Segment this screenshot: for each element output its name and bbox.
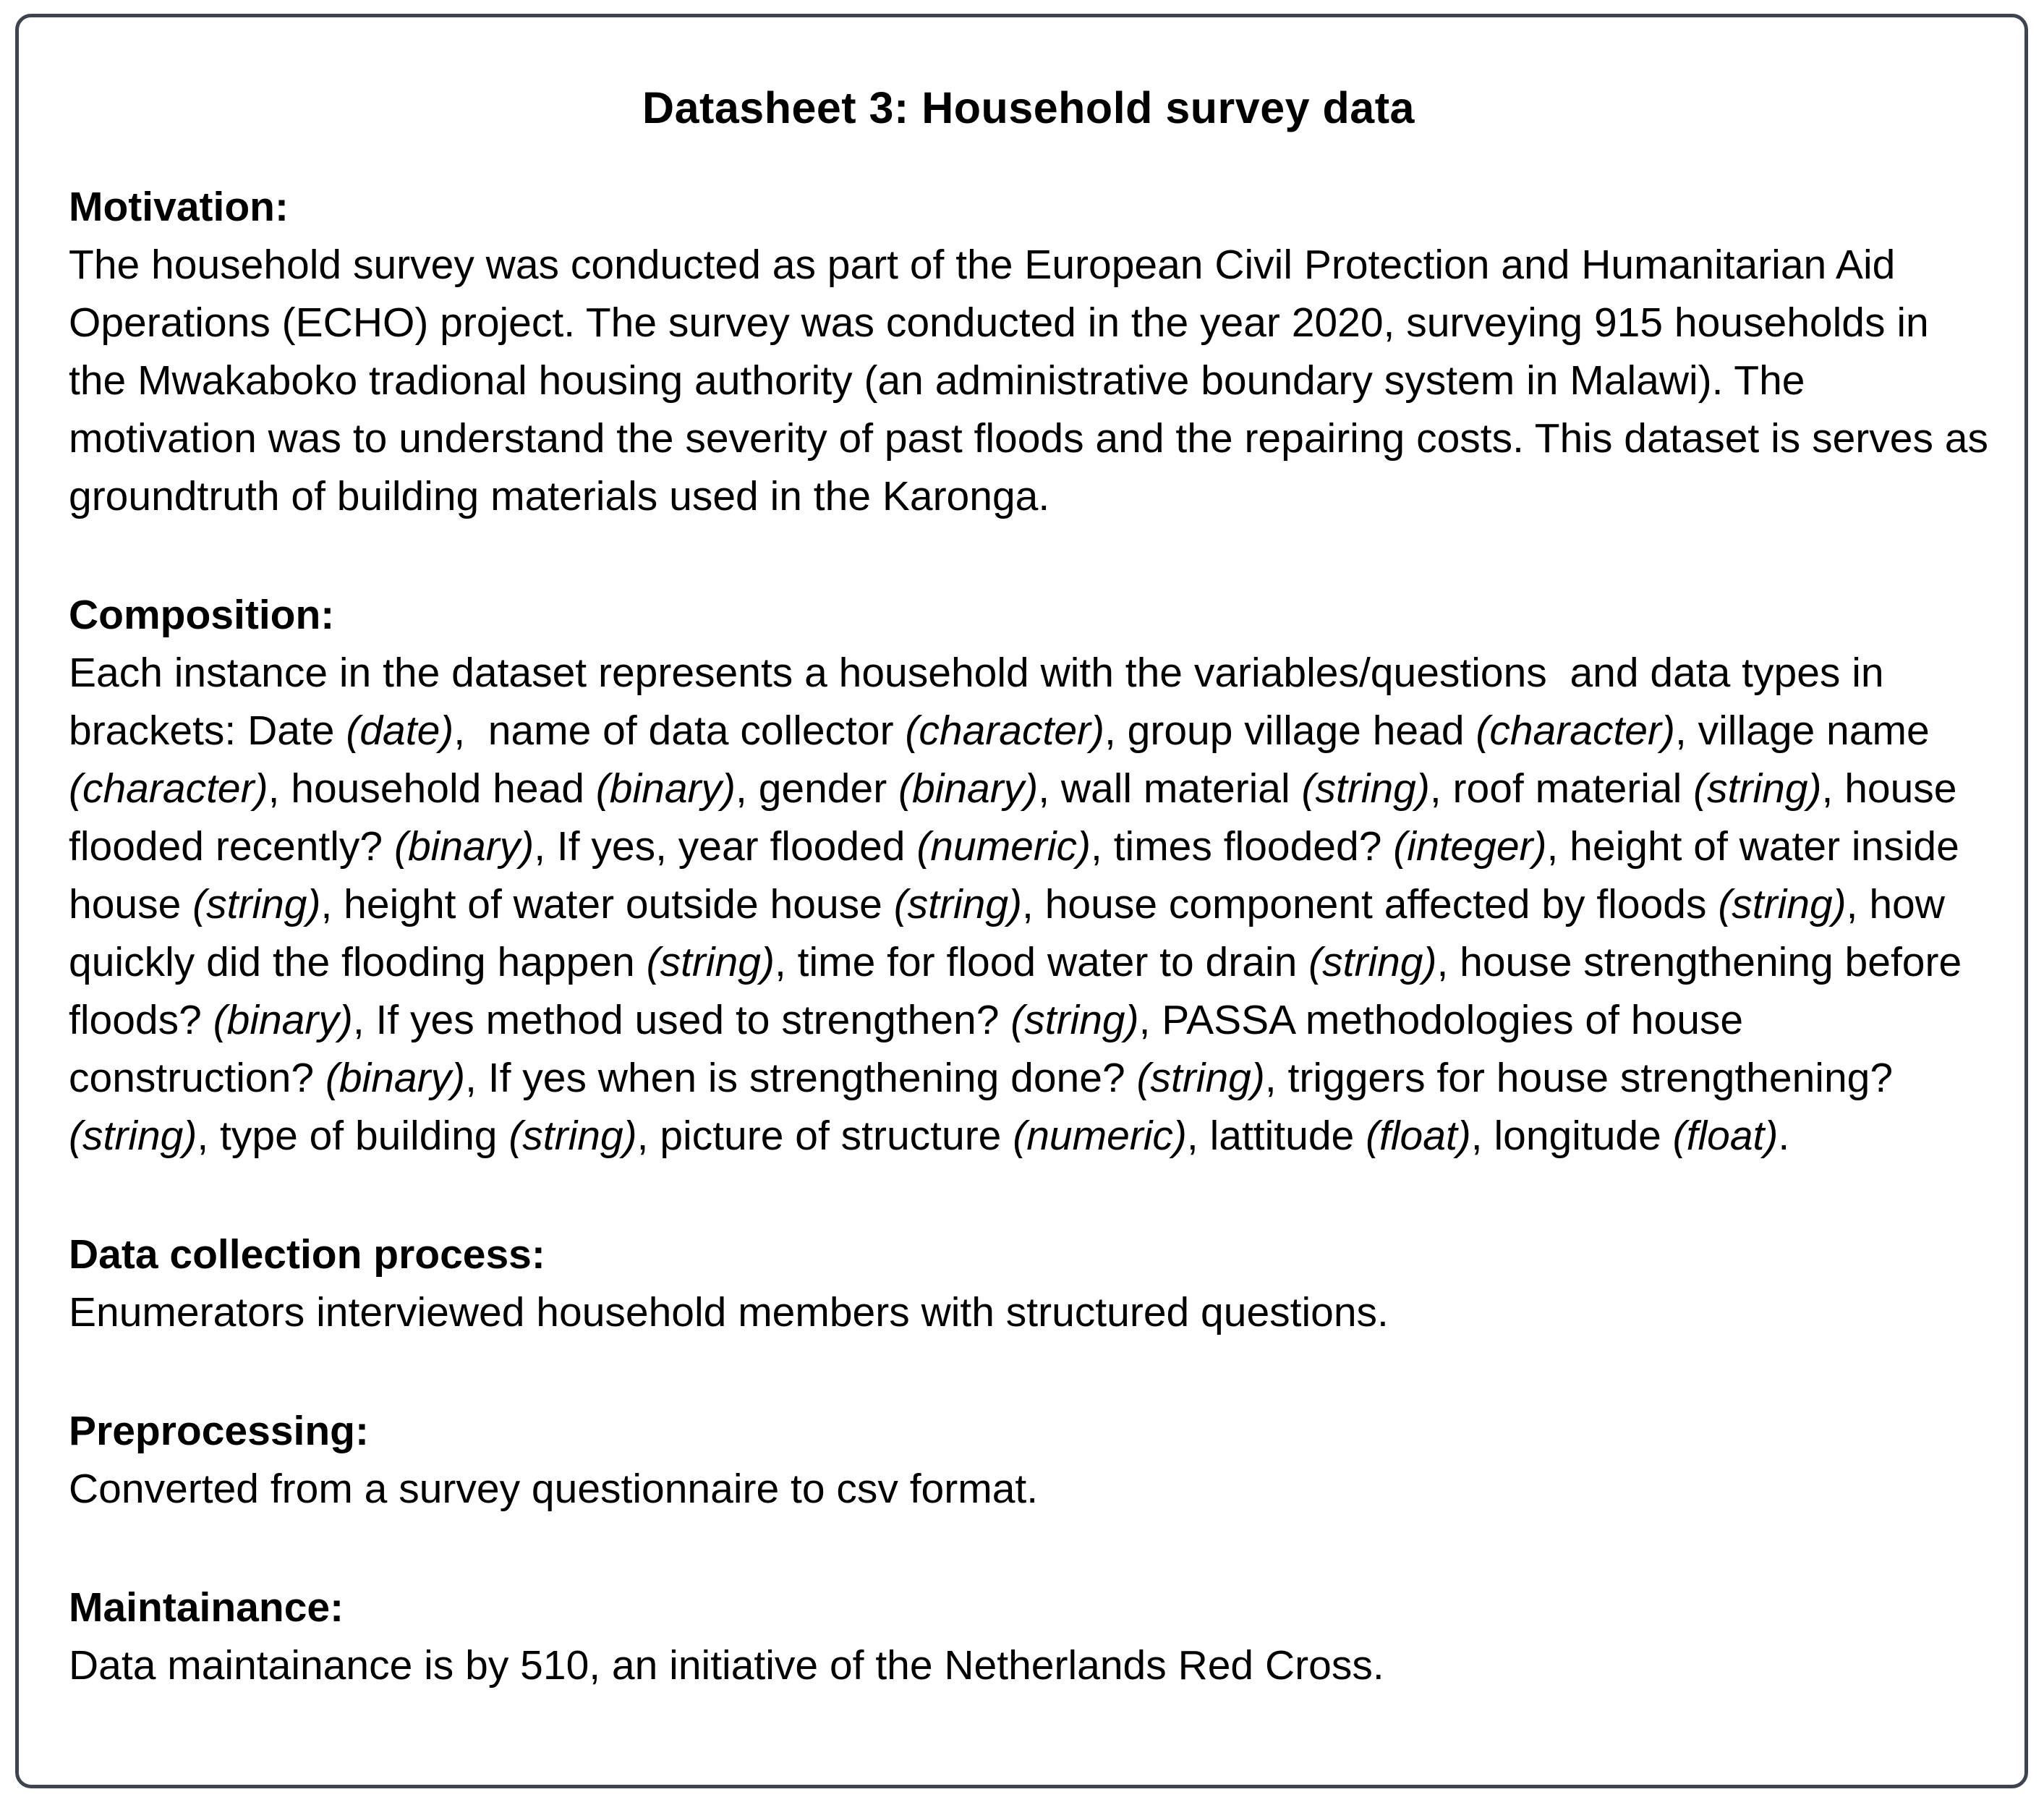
section-motivation (69, 178, 2000, 525)
body-text-segment: . (1778, 1113, 1790, 1159)
section-preprocessing-heading: Preprocessing: (69, 1408, 369, 1454)
data-type-annotation: (string) (1136, 1055, 1265, 1101)
data-type-annotation: (string) (1010, 997, 1139, 1043)
data-type-annotation: (string) (1693, 765, 1822, 812)
body-text-segment: Each instance in the dataset represents a household with the variables/questions and data types in brackets: Date (69, 650, 1896, 754)
body-text-segment: , picture of structure (636, 1113, 1013, 1159)
section-preprocessing-body (69, 1460, 1988, 1518)
section-motivation-body (69, 236, 2000, 525)
body-text-segment: , triggers for house strengthening? (1264, 1055, 1904, 1101)
data-type-annotation: (string) (646, 939, 775, 985)
body-text-segment: The household survey was conducted as part of the European Civil Protection and Humanitarian Aid Operations (ECHO) project. The survey was conducted in the year 2020, surveying 915 households in the Mwakaboko tradional housing authority (an administrative boundary system in Malawi). The motivation was to understand the severity of past floods and the repairing costs. This dataset is serves as groundtruth of building materials used in the Karonga. (69, 242, 2000, 519)
body-text-segment: , gender (736, 765, 899, 812)
data-type-annotation: (string) (508, 1113, 637, 1159)
body-text-segment: , house strengthening before floods? (69, 939, 1974, 1043)
body-text-segment: , house component affected by floods (1022, 881, 1719, 927)
body-text-segment: , name of data collector (453, 708, 906, 754)
body-text-segment: Converted from a survey questionnaire to csv format. (69, 1466, 1039, 1512)
body-text-segment: , wall material (1038, 765, 1302, 812)
body-text-segment: , longitude (1470, 1113, 1673, 1159)
body-text-segment: , roof material (1429, 765, 1694, 812)
section-preprocessing (69, 1402, 1988, 1518)
body-text-segment: , If yes when is strengthening done? (465, 1055, 1137, 1101)
data-type-annotation: (date) (346, 708, 454, 754)
section-data-collection-process (69, 1226, 1988, 1341)
section-data-collection-process-body (69, 1283, 1988, 1341)
data-type-annotation: (numeric) (1013, 1113, 1187, 1159)
datasheet-frame (15, 14, 2028, 1788)
data-type-annotation: (character) (69, 765, 268, 812)
datasheet-title: Datasheet 3: Household survey data (642, 83, 1415, 132)
section-maintainance-body (69, 1636, 1988, 1694)
data-type-annotation: (string) (1301, 765, 1430, 812)
body-text-segment: , how quickly did the flooding happen (69, 881, 1956, 985)
data-type-annotation: (binary) (213, 997, 353, 1043)
section-maintainance (69, 1579, 1988, 1694)
body-text-segment: Data maintainance is by 510, an initiative of the Netherlands Red Cross. (69, 1642, 1384, 1689)
data-type-annotation: (binary) (898, 765, 1039, 812)
body-text-segment: , time for flood water to drain (774, 939, 1309, 985)
data-type-annotation: (binary) (325, 1055, 466, 1101)
body-text-segment: Enumerators interviewed household members with structured questions. (69, 1289, 1389, 1335)
data-type-annotation: (character) (905, 708, 1104, 754)
body-text-segment: , PASSA methodologies of house construction? (69, 997, 1755, 1101)
body-text-segment: , village name (1674, 708, 1941, 754)
data-type-annotation: (integer) (1393, 823, 1547, 870)
data-type-annotation: (string) (1308, 939, 1437, 985)
body-text-segment: , lattitude (1186, 1113, 1366, 1159)
body-text-segment: , If yes method used to strengthen? (352, 997, 1011, 1043)
body-text-segment: , household head (268, 765, 596, 812)
data-type-annotation: (string) (893, 881, 1023, 927)
body-text-segment: , If yes, year flooded (534, 823, 917, 870)
section-composition-body (69, 644, 1988, 1165)
body-text-segment: , type of building (197, 1113, 509, 1159)
body-text-segment: , group village head (1104, 708, 1476, 754)
body-text-segment: , times flooded? (1091, 823, 1394, 870)
body-text-segment: , height of water inside house (69, 823, 1971, 927)
data-type-annotation: (binary) (595, 765, 736, 812)
data-type-annotation: (character) (1475, 708, 1675, 754)
section-data-collection-process-heading: Data collection process: (69, 1231, 545, 1278)
data-type-annotation: (float) (1672, 1113, 1779, 1159)
data-type-annotation: (binary) (393, 823, 535, 870)
section-motivation-heading: Motivation: (69, 184, 289, 230)
data-type-annotation: (numeric) (916, 823, 1091, 870)
section-maintainance-heading: Maintainance: (69, 1584, 344, 1631)
data-type-annotation: (float) (1366, 1113, 1471, 1159)
data-type-annotation: (string) (1718, 881, 1847, 927)
section-composition (69, 586, 1988, 1165)
body-text-segment: , house flooded recently? (69, 765, 1969, 870)
data-type-annotation: (string) (192, 881, 321, 927)
data-type-annotation: (string) (69, 1113, 197, 1159)
body-text-segment: , height of water outside house (320, 881, 894, 927)
section-composition-heading: Composition: (69, 592, 335, 638)
